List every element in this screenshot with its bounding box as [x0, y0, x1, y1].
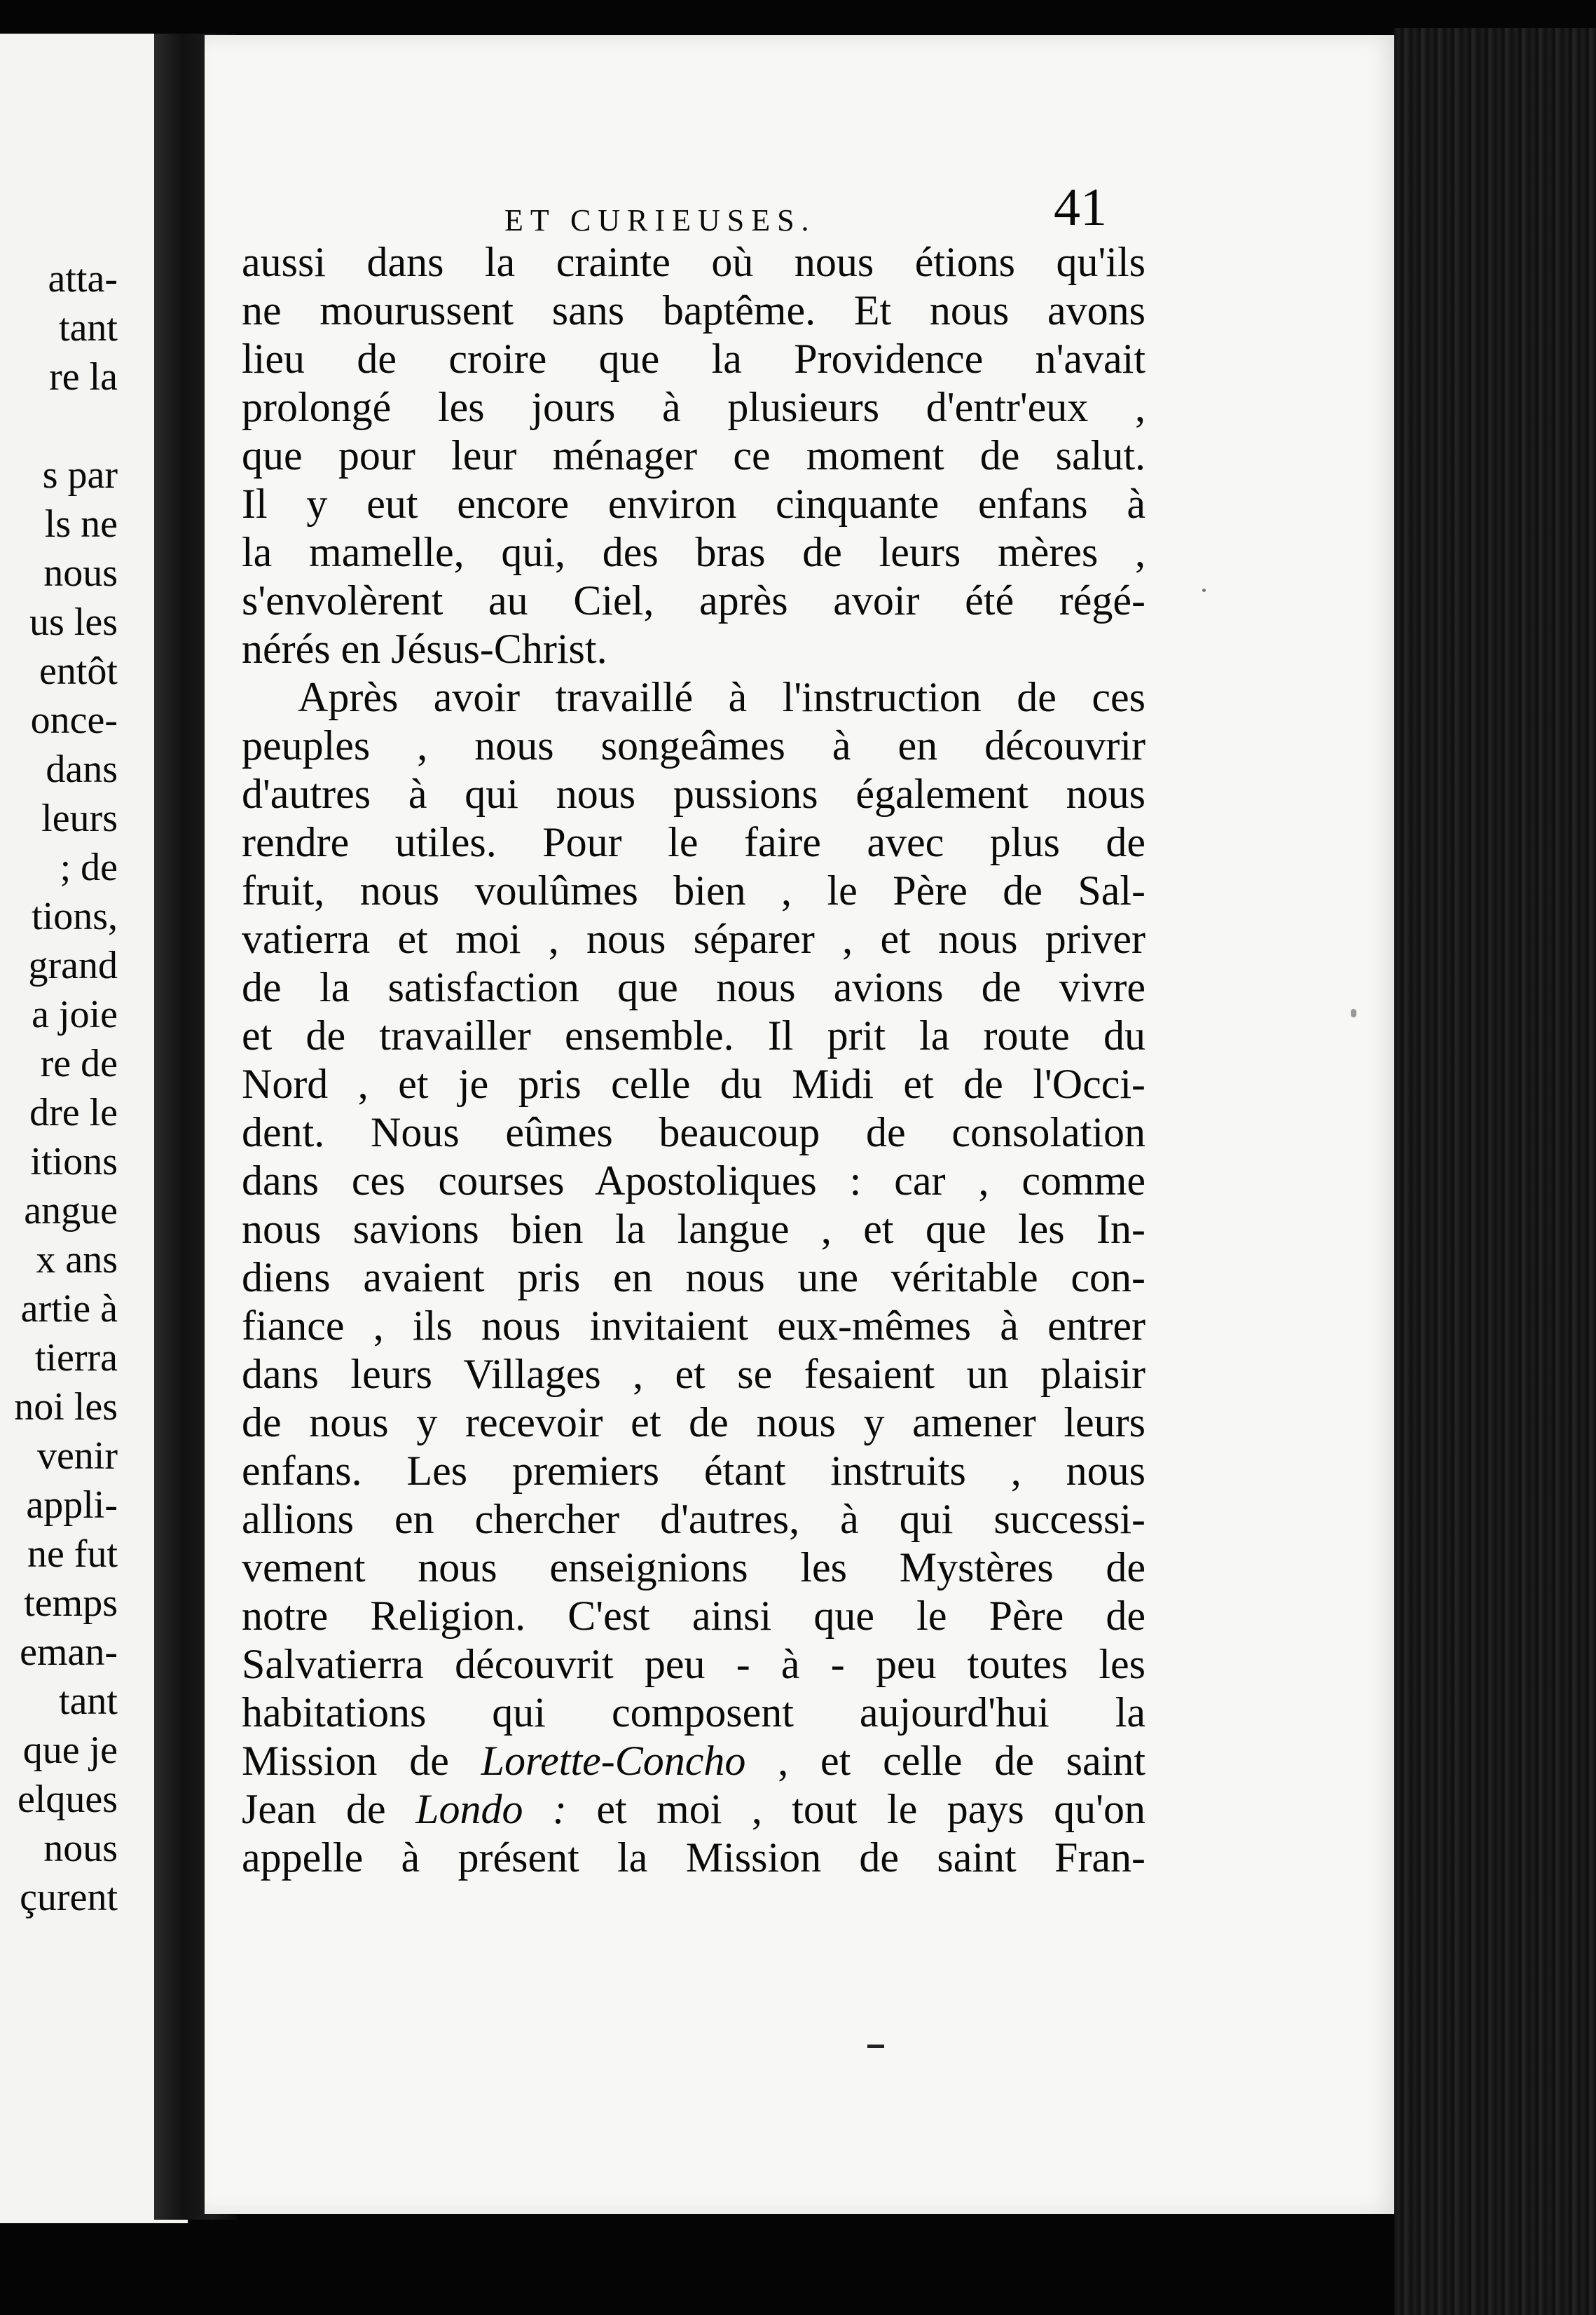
paper-speck — [1202, 589, 1206, 592]
text-line: ne mourussent sans baptême. Et nous avons — [242, 287, 1146, 334]
left-page-line: artie à — [20, 1287, 118, 1331]
left-page-line: grand — [28, 944, 118, 987]
left-page-line: x ans — [36, 1238, 118, 1282]
text-line: Salvatierra découvrit peu - à - peu toutes les — [242, 1641, 1146, 1687]
ink-mark — [867, 2045, 884, 2048]
text-segment: Mission de — [242, 1738, 481, 1784]
left-page-line: tions, — [32, 895, 118, 938]
text-line: peuples , nous songeâmes à en découvrir — [242, 722, 1146, 769]
left-page-line: atta- — [48, 257, 118, 301]
paper-speck — [1351, 1009, 1356, 1017]
text-line: dans ces courses Apostoliques : car , comme — [242, 1158, 1146, 1204]
left-page-line: ; de — [60, 846, 118, 889]
italic-place-name: Londo : — [415, 1786, 567, 1832]
text-line: Il y eut encore environ cinquante enfans à — [242, 481, 1146, 527]
text-line: de nous y recevoir et de nous y amener leurs — [242, 1399, 1146, 1445]
left-page-line: us les — [29, 600, 118, 644]
left-page-line: itions — [30, 1140, 118, 1183]
text-line: allions en chercher d'autres, à qui successi- — [242, 1496, 1146, 1542]
text-line: habitations qui composent aujourd'hui la — [242, 1689, 1146, 1736]
text-line: dent. Nous eûmes beaucoup de consolation — [242, 1109, 1146, 1155]
italic-place-name: Lorette-Concho — [481, 1738, 746, 1784]
left-page-line: entôt — [39, 650, 118, 693]
text-line: d'autres à qui nous pussions également nous — [242, 771, 1146, 817]
left-page-line: appli- — [26, 1483, 118, 1527]
left-page-line: a joie — [32, 993, 118, 1036]
text-line: vatierra et moi , nous séparer , et nous priver — [242, 916, 1146, 962]
text-line — [242, 1737, 1146, 1785]
left-page-line: que je — [22, 1729, 118, 1772]
text-segment: et moi , tout le pays qu'on — [566, 1786, 1146, 1832]
text-segment: , et celle de saint — [745, 1738, 1146, 1784]
text-line: dans leurs Villages , et se fesaient un plaisir — [242, 1351, 1146, 1397]
text-line: que pour leur ménager ce moment de salut. — [242, 432, 1146, 479]
text-line: la mamelle, qui, des bras de leurs mères , — [242, 529, 1146, 575]
text-line: prolongé les jours à plusieurs d'entr'eux , — [242, 384, 1146, 430]
text-line: nous savions bien la langue , et que les In- — [242, 1206, 1146, 1252]
page-edges — [1394, 28, 1596, 2315]
left-page-line: noi les — [14, 1385, 118, 1429]
left-page-line: angue — [24, 1189, 118, 1232]
left-page-text-fragments — [0, 254, 118, 1922]
left-page-line — [0, 401, 118, 451]
text-line: Nord , et je pris celle du Midi et de l'Occi- — [242, 1061, 1146, 1107]
text-segment: Jean de — [242, 1786, 416, 1832]
text-line: diens avaient pris en nous une véritable con- — [242, 1254, 1146, 1300]
left-page-line: elques — [17, 1778, 118, 1821]
text-line — [242, 1785, 1146, 1834]
left-page-line: re de — [40, 1042, 118, 1085]
left-page-line: dre le — [29, 1091, 118, 1134]
left-page-line: nous — [43, 1827, 118, 1870]
left-page-line: ls ne — [44, 502, 118, 546]
left-page-line: re la — [49, 355, 118, 399]
left-page-line: ne fut — [27, 1532, 118, 1576]
left-page-line: leurs — [41, 797, 118, 840]
text-line: rendre utiles. Pour le faire avec plus de — [242, 819, 1146, 865]
page-number: 41 — [1054, 178, 1107, 237]
text-line: fiance , ils nous invitaient eux-mêmes à entrer — [242, 1303, 1146, 1349]
text-line: lieu de croire que la Providence n'avait — [242, 336, 1146, 382]
left-page-line: tant — [59, 1679, 118, 1723]
text-line: appelle à présent la Mission de saint Fran- — [242, 1834, 1146, 1881]
text-line: fruit, nous voulûmes bien , le Père de Sal- — [242, 867, 1146, 914]
text-line: enfans. Les premiers étant instruits , nous — [242, 1448, 1146, 1494]
text-line: notre Religion. C'est ainsi que le Père de — [242, 1593, 1146, 1639]
text-line: de la satisfaction que nous avions de vivre — [242, 964, 1146, 1010]
left-page-line: çurent — [20, 1876, 118, 1919]
body-text — [242, 238, 1146, 1882]
left-page-line: dans — [46, 748, 118, 791]
left-page-line: tant — [59, 306, 118, 350]
running-title: ET CURIEUSES. — [504, 203, 816, 238]
left-page-line: once- — [30, 699, 118, 742]
left-page-line: nous — [43, 551, 118, 595]
text-line: Après avoir travaillé à l'instruction de ces — [298, 674, 1146, 720]
text-line: s'envolèrent au Ciel, après avoir été régé- — [242, 577, 1146, 624]
text-line: et de travailler ensemble. Il prit la route du — [242, 1012, 1146, 1059]
text-line: aussi dans la crainte où nous étions qu'ils — [242, 239, 1146, 285]
left-page-line: s par — [42, 453, 118, 497]
left-page-line: tierra — [34, 1336, 118, 1380]
left-page-line: temps — [24, 1581, 118, 1625]
left-page-line: venir — [36, 1434, 118, 1478]
text-line: nérés en Jésus-Christ. — [242, 626, 607, 672]
left-page-line: eman- — [20, 1630, 118, 1674]
text-line: vement nous enseignions les Mystères de — [242, 1544, 1146, 1591]
